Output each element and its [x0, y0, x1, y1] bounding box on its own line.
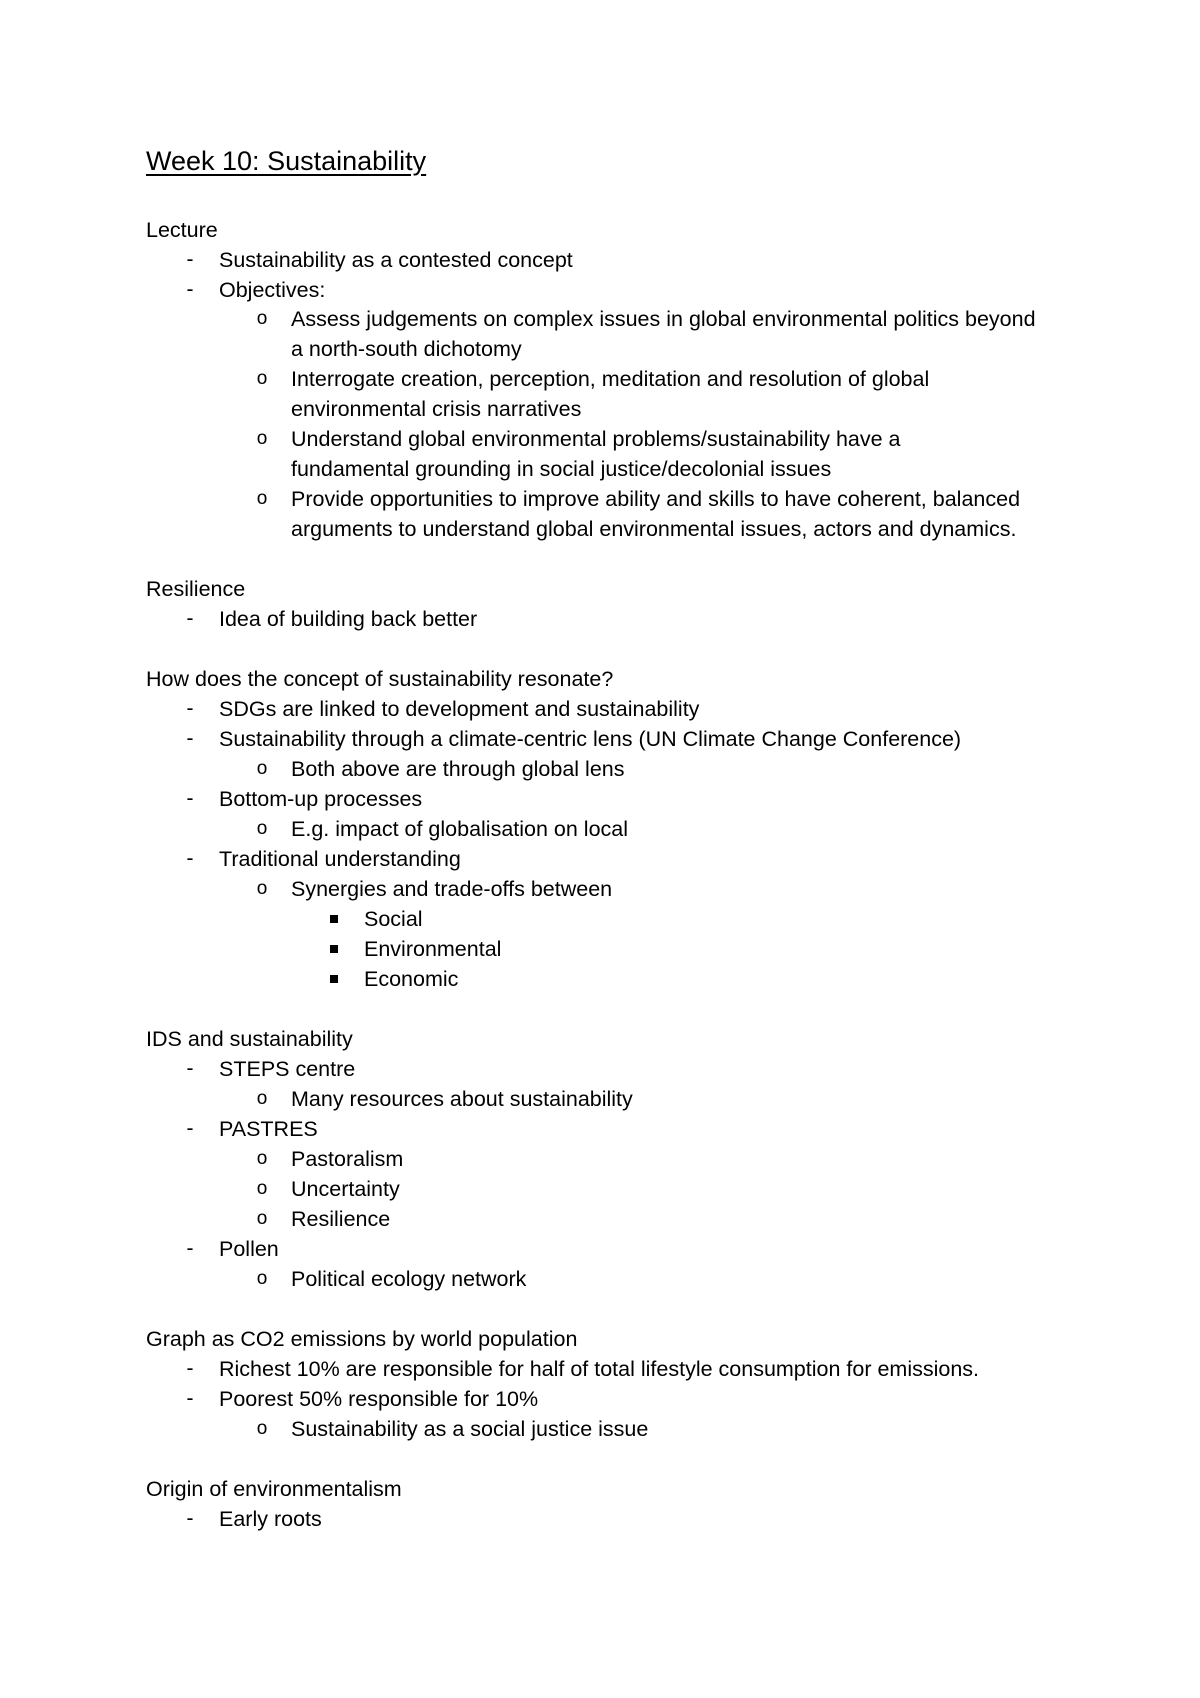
dash-bullet: -: [186, 1237, 194, 1260]
dash-bullet: -: [186, 1357, 194, 1380]
list-item: Bottom-up processes: [219, 787, 423, 811]
dash-bullet: -: [186, 1117, 194, 1140]
circle-bullet: o: [256, 818, 268, 839]
circle-bullet: o: [256, 878, 268, 899]
circle-bullet: o: [256, 1148, 268, 1169]
sub-list-item: E.g. impact of globalisation on local: [291, 817, 629, 841]
section-heading-resilience: Resilience: [146, 577, 246, 601]
section-heading-graph: Graph as CO2 emissions by world population: [146, 1327, 578, 1351]
list-item: Traditional understanding: [219, 847, 461, 871]
list-item: Sustainability as a contested concept: [219, 248, 573, 272]
circle-bullet: o: [256, 1268, 268, 1289]
dash-bullet: -: [186, 278, 194, 301]
list-item: PASTRES: [219, 1117, 318, 1141]
square-bullet: [330, 915, 338, 923]
circle-bullet: o: [256, 368, 268, 389]
section-heading-lecture: Lecture: [146, 218, 218, 242]
circle-bullet: o: [256, 308, 268, 329]
square-bullet: [330, 975, 338, 983]
dash-bullet: -: [186, 1057, 194, 1080]
dash-bullet: -: [186, 248, 194, 271]
circle-bullet: o: [256, 1088, 268, 1109]
list-item: Objectives:: [219, 278, 326, 302]
dash-bullet: -: [186, 1387, 194, 1410]
sub-list-item: Pastoralism: [291, 1147, 404, 1171]
list-item: Pollen: [219, 1237, 279, 1261]
circle-bullet: o: [256, 488, 268, 509]
sub-list-item: Assess judgements on complex issues in global environmental politics beyond: [291, 307, 1036, 331]
square-bullet: [330, 945, 338, 953]
sub-list-item-continued: environmental crisis narratives: [291, 397, 582, 421]
dash-bullet: -: [186, 787, 194, 810]
dash-bullet: -: [186, 847, 194, 870]
sub-list-item: Resilience: [291, 1207, 391, 1231]
section-heading-origin: Origin of environmentalism: [146, 1477, 402, 1501]
sub-sub-list-item: Environmental: [364, 937, 502, 961]
page-title: Week 10: Sustainability: [146, 146, 427, 176]
sub-list-item: Synergies and trade-offs between: [291, 877, 613, 901]
sub-list-item: Political ecology network: [291, 1267, 527, 1291]
sub-list-item: Uncertainty: [291, 1177, 400, 1201]
list-item: Richest 10% are responsible for half of total lifestyle consumption for emissions.: [219, 1357, 980, 1381]
list-item: STEPS centre: [219, 1057, 356, 1081]
circle-bullet: o: [256, 758, 268, 779]
sub-list-item-continued: a north-south dichotomy: [291, 337, 522, 361]
circle-bullet: o: [256, 1418, 268, 1439]
list-item: Early roots: [219, 1507, 322, 1531]
sub-list-item: Provide opportunities to improve ability and skills to have coherent, balanced: [291, 487, 1021, 511]
circle-bullet: o: [256, 428, 268, 449]
sub-list-item: Many resources about sustainability: [291, 1087, 633, 1111]
circle-bullet: o: [256, 1178, 268, 1199]
list-item: Poorest 50% responsible for 10%: [219, 1387, 539, 1411]
dash-bullet: -: [186, 697, 194, 720]
list-item: Idea of building back better: [219, 607, 478, 631]
sub-list-item: Sustainability as a social justice issue: [291, 1417, 649, 1441]
sub-list-item: Both above are through global lens: [291, 757, 625, 781]
dash-bullet: -: [186, 607, 194, 630]
dash-bullet: -: [186, 1507, 194, 1530]
dash-bullet: -: [186, 727, 194, 750]
section-heading-resonate: How does the concept of sustainability resonate?: [146, 667, 614, 691]
sub-list-item: Interrogate creation, perception, meditation and resolution of global: [291, 367, 930, 391]
sub-sub-list-item: Social: [364, 907, 423, 931]
list-item: Sustainability through a climate-centric lens (UN Climate Change Conference): [219, 727, 962, 751]
sub-list-item-continued: fundamental grounding in social justice/decolonial issues: [291, 457, 832, 481]
sub-list-item-continued: arguments to understand global environmental issues, actors and dynamics.: [291, 517, 1017, 541]
section-heading-ids: IDS and sustainability: [146, 1027, 353, 1051]
sub-sub-list-item: Economic: [364, 967, 459, 991]
sub-list-item: Understand global environmental problems/sustainability have a: [291, 427, 901, 451]
circle-bullet: o: [256, 1208, 268, 1229]
list-item: SDGs are linked to development and sustainability: [219, 697, 700, 721]
